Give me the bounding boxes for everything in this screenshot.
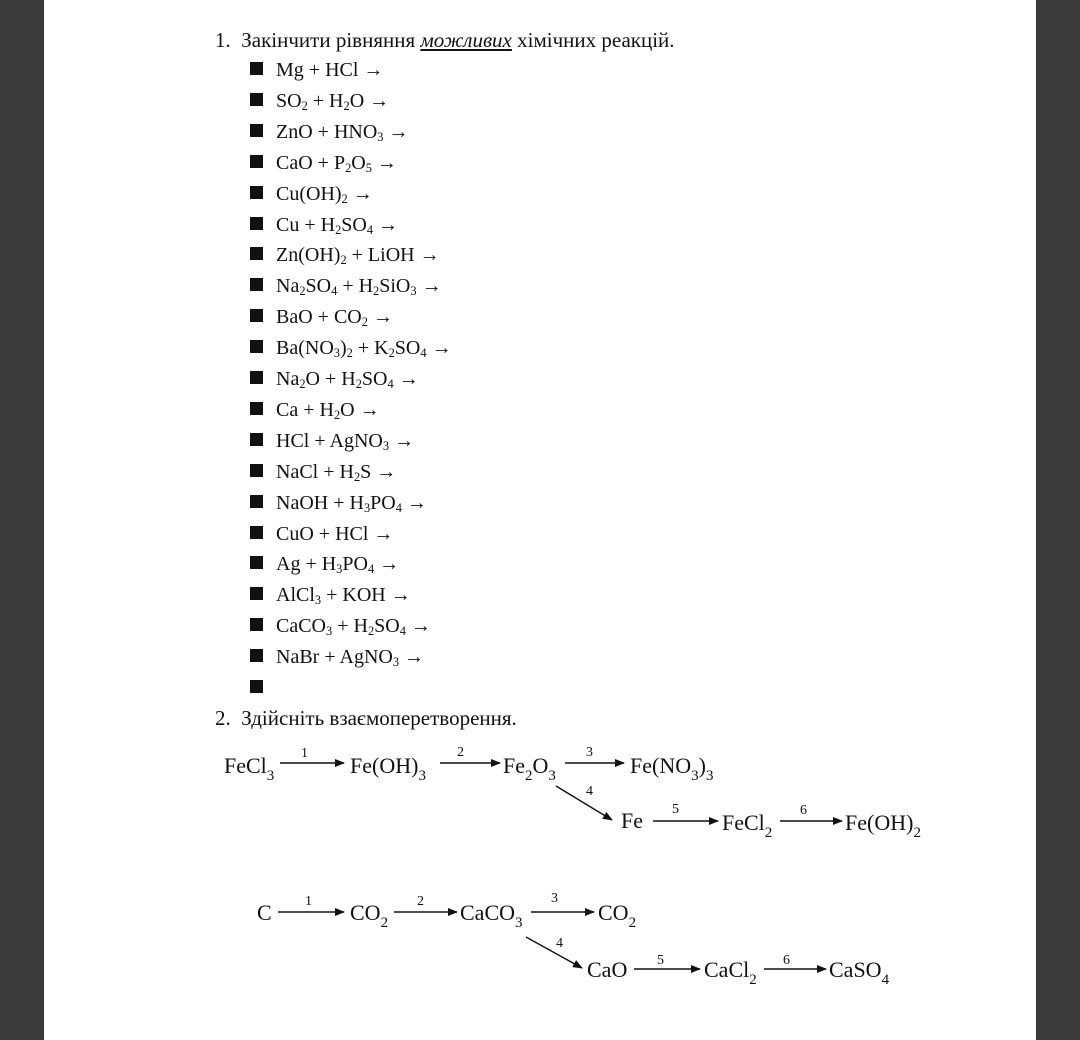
task1-title-end: хімічних реакцій. bbox=[511, 28, 675, 52]
reaction-text: Mg + HCl → bbox=[276, 59, 384, 81]
reaction-text: CaO + $P_2O_5$ → bbox=[276, 151, 397, 175]
reaction-text: $Ca + H_2O$ → bbox=[276, 398, 380, 422]
task1-title-text: Закінчити рівняння bbox=[241, 28, 421, 52]
chain2-node: CaCl$_2$ bbox=[704, 957, 757, 988]
reaction-text: CuO + HCl → bbox=[276, 522, 394, 545]
chain1-step-label: 4 bbox=[586, 784, 593, 799]
chain1-step-label: 6 bbox=[800, 803, 807, 818]
reaction-text: $Cu(OH)_2$ → bbox=[276, 182, 373, 206]
reaction-text: $Na_2SO_4 + H_2SiO_3$ → bbox=[276, 275, 442, 299]
reaction-text: NaCl + $H_2S$ → bbox=[276, 460, 397, 484]
chain2-node: CaO bbox=[587, 957, 628, 982]
chain2-arrow bbox=[526, 937, 582, 968]
reaction-text: BaO + $CO_2$ → bbox=[276, 306, 393, 330]
chain1-node: Fe bbox=[621, 808, 643, 833]
chain1-step-label: 1 bbox=[301, 746, 308, 761]
chain2-step-label: 1 bbox=[305, 894, 312, 909]
reaction-text: CaCO$_3$ + $H_2SO_4$ → bbox=[276, 615, 431, 639]
chain2-node: $CO_2$ bbox=[598, 900, 637, 931]
reaction-text: ZnO + $HNO_3$ → bbox=[276, 120, 409, 144]
chain2-node: C bbox=[257, 900, 272, 925]
reaction-text: HCl + AgNO$_3$ → bbox=[276, 429, 415, 453]
chain2-step-label: 5 bbox=[657, 953, 664, 968]
reaction-text: AlCl$_3$ + KOH → bbox=[276, 584, 411, 608]
chain2-node: CaCO$_3$ bbox=[460, 900, 523, 931]
reaction-text: $Cu + H_2SO_4$ → bbox=[276, 213, 399, 237]
chain2 bbox=[257, 891, 890, 988]
reaction-text: NaOH + $H_3PO_4$ → bbox=[276, 491, 427, 515]
chain2-node: CaSO$_4$ bbox=[829, 957, 890, 988]
chain1-step-label: 3 bbox=[586, 745, 593, 760]
chain1-node: $Fe(NO_3)_3$ bbox=[630, 753, 714, 784]
reaction-text: $Ag + H_3PO_4$ → bbox=[276, 553, 400, 577]
chain1-node: FeCl$_3$ bbox=[224, 753, 275, 784]
chain1-step-label: 2 bbox=[457, 745, 464, 760]
reaction-text: $Na_2O + H_2SO_4$ → bbox=[276, 368, 419, 391]
chain1-node: $Fe_2O_3$ bbox=[503, 753, 556, 784]
chain1-node: $Fe(OH)_3$ bbox=[350, 753, 426, 784]
chain2-step-label: 6 bbox=[783, 953, 790, 968]
chain2-step-label: 2 bbox=[417, 894, 424, 909]
reaction-text: NaBr + AgNO$_3$ → bbox=[276, 646, 425, 670]
document-page bbox=[44, 0, 1036, 1040]
reaction-text: $Zn(OH)_2$ + LiOH → bbox=[276, 244, 440, 268]
reaction-text: $SO_2 + H_2O$ → bbox=[276, 89, 390, 113]
chain2-step-label: 4 bbox=[556, 936, 563, 951]
task1-number: 1. bbox=[215, 28, 231, 52]
task2-number: 2. bbox=[215, 706, 231, 730]
transformation-diagrams bbox=[44, 0, 1036, 1040]
chain2-node: $CO_2$ bbox=[350, 900, 389, 931]
chain1 bbox=[224, 745, 921, 841]
chain2-step-label: 3 bbox=[551, 891, 558, 906]
chain1-arrow bbox=[556, 786, 612, 820]
chain1-step-label: 5 bbox=[672, 802, 679, 817]
chain1-node: $Fe(OH)_2$ bbox=[845, 810, 921, 841]
task2-title-text: Здійсніть взаємоперетворення. bbox=[241, 706, 517, 730]
task1-title-emphasis: можливих bbox=[420, 28, 512, 52]
reaction-text: $Ba(NO_3)_2 + K_2SO_4$ → bbox=[276, 337, 452, 361]
chain1-node: FeCl$_2$ bbox=[722, 810, 773, 841]
